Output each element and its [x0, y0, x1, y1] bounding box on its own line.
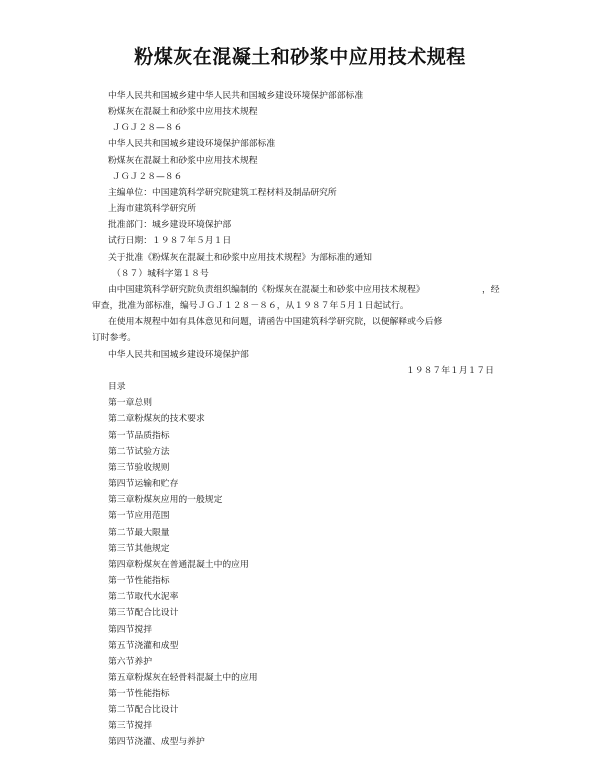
notice-paragraph-1-line-2: 审查，批准为部标准，编号ＪＧＪ１２８－８６，从１９８７年５月１日起试行。: [92, 301, 409, 311]
approval-dept-line: 批准部门：城乡建设环境保护部: [108, 220, 232, 230]
toc-item: 第三节验收规则: [108, 463, 170, 473]
co-editor-line: 上海市建筑科学研究所: [108, 204, 196, 214]
notice-title-line: 关于批准《粉煤灰在混凝土和砂浆中应用技术规程》为部标准的通知: [108, 253, 372, 263]
document-title: 粉煤灰在混凝土和砂浆中应用技术规程: [134, 46, 466, 68]
toc-item: 第二节配合比设计: [108, 705, 179, 715]
notice-number-line: （８７）城科字第１８号: [112, 269, 209, 279]
toc-item: 第一节性能指标: [108, 576, 170, 586]
toc-item: 第三节其他规定: [108, 544, 170, 554]
toc-item: 第二节试验方法: [108, 447, 170, 457]
toc-item: 第一节应用范围: [108, 511, 170, 521]
signature-org: 中华人民共和国城乡建设环境保护部: [108, 350, 249, 360]
toc-item: 第二节最大限量: [108, 528, 170, 538]
toc-item: 第六节养护: [108, 657, 152, 667]
toc-item: 第二章粉煤灰的技术要求: [108, 414, 205, 424]
header-line-3: ＪＧＪ２８—８６: [112, 123, 183, 133]
notice-paragraph-1-line-1-tail: ，经: [482, 285, 500, 295]
header-line-4: 中华人民共和国城乡建设环境保护部部标准: [108, 139, 276, 149]
header-line-1: 中华人民共和国城乡建中华人民共和国城乡建设环境保护部部标准: [108, 91, 364, 101]
header-line-2: 粉煤灰在混凝土和砂浆中应用技术规程: [108, 107, 258, 117]
notice-paragraph-2-line-1: 在使用本规程中如有具体意见和问题，请函告中国建筑科学研究院，以便解释或今后修: [108, 317, 443, 327]
toc-item: 第五节浇灌和成型: [108, 641, 179, 651]
toc-heading: 目录: [108, 382, 126, 392]
toc-item: 第二节取代水泥率: [108, 592, 179, 602]
toc-item: 第三节搅拌: [108, 721, 152, 731]
toc-item: 第一节性能指标: [108, 689, 170, 699]
toc-item: 第四节浇灌、成型与养护: [108, 737, 205, 747]
header-line-6: ＪＧＪ２８—８６: [112, 172, 183, 182]
toc-item: 第三节配合比设计: [108, 608, 179, 618]
toc-item: 第四节搅拌: [108, 625, 152, 635]
toc-item: 第四章粉煤灰在普通混凝土中的应用: [108, 560, 249, 570]
toc-item: 第一章总则: [108, 398, 152, 408]
chief-editor-line: 主编单位：中国建筑科学研究院建筑工程材料及制品研究所: [108, 188, 337, 198]
signature-date: １９８７年１月１７日: [406, 366, 494, 376]
header-line-5: 粉煤灰在混凝土和砂浆中应用技术规程: [108, 156, 258, 166]
trial-date-line: 试行日期：１９８７年５月１日: [108, 236, 232, 246]
toc-item: 第四节运输和贮存: [108, 479, 179, 489]
toc-item: 第三章粉煤灰应用的一般规定: [108, 495, 223, 505]
toc-item: 第一节品质指标: [108, 431, 170, 441]
notice-paragraph-1-line-1: 由中国建筑科学研究院负责组织编制的《粉煤灰在混凝土和砂浆中应用技术规程》: [108, 285, 425, 295]
toc-item: 第五章粉煤灰在轻骨料混凝土中的应用: [108, 673, 258, 683]
notice-paragraph-2-line-2: 订时参考。: [92, 333, 136, 343]
